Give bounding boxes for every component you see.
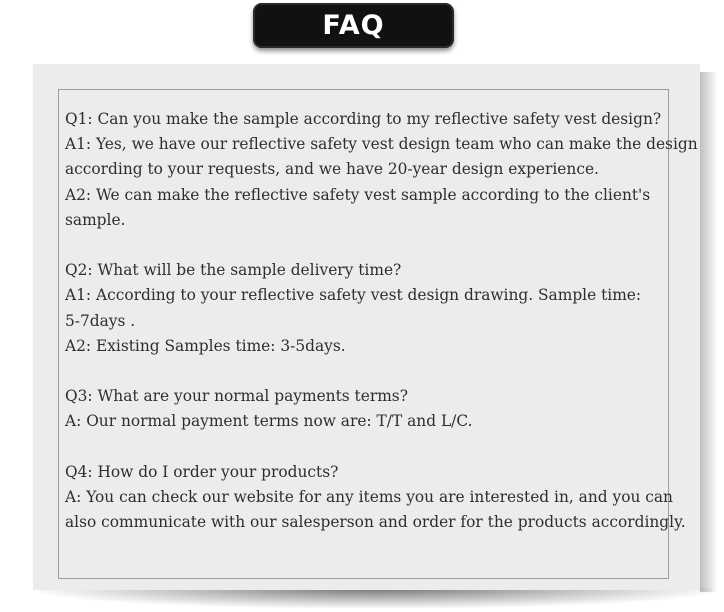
faq-question-2: Q2: What will be the sample delivery time?	[65, 261, 402, 280]
faq-answer-line: A: Our normal payment terms now are: T/T and L/C.	[65, 412, 473, 431]
faq-item-q4	[65, 460, 686, 536]
faq-answer-line: A2: We can make the reflective safety vest sample according to the client's	[65, 185, 651, 204]
faq-answer-line: according to your requests, and we have 20-year design experience.	[65, 160, 599, 179]
faq-answer-line: A1: According to your reflective safety vest design drawing. Sample time:	[65, 286, 642, 305]
panel-shadow-right	[700, 72, 718, 592]
faq-answer-line: 5-7days .	[65, 311, 136, 330]
faq-list	[65, 107, 698, 535]
panel-shadow-bottom	[40, 588, 712, 608]
faq-item-q3	[65, 384, 665, 434]
faq-answer-line: A2: Existing Samples time: 3-5days.	[65, 336, 346, 355]
faq-item-q2	[65, 258, 665, 359]
faq-question-3: Q3: What are your normal payments terms?	[65, 387, 408, 406]
faq-answer-line: A1: Yes, we have our reflective safety vest design team who can make the design	[65, 135, 698, 154]
faq-question-4: Q4: How do I order your products?	[65, 462, 339, 481]
faq-content-box	[58, 89, 698, 579]
faq-answer-line: sample.	[65, 210, 126, 229]
faq-header-badge	[253, 3, 454, 48]
faq-title: FAQ	[322, 10, 385, 41]
faq-item-q1	[65, 107, 698, 233]
faq-answer-line: A: You can check our website for any items you are interested in, and you can	[65, 488, 673, 506]
faq-question-1: Q1: Can you make the sample according to my reflective safety vest design?	[65, 110, 662, 128]
faq-answer-line: also communicate with our salesperson and order for the products accordingly.	[65, 513, 686, 532]
